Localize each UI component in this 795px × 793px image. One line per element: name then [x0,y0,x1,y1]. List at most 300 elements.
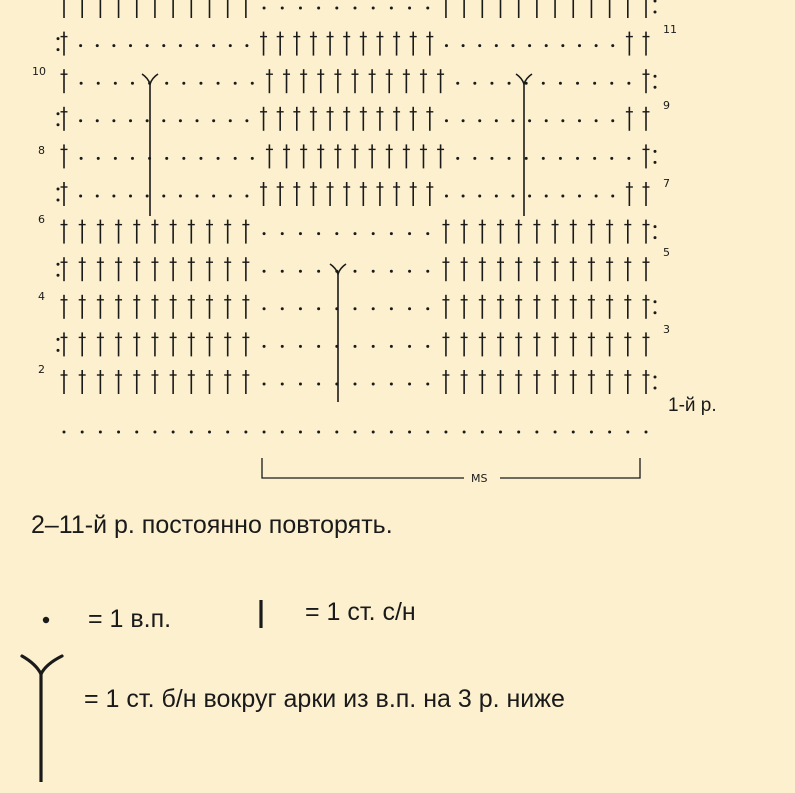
double-crochet-symbol [360,32,367,56]
double-crochet-symbol [360,182,367,206]
chain-dot [57,263,60,266]
double-crochet-symbol [61,32,68,56]
double-crochet-symbol [61,332,68,356]
double-crochet-symbol [626,32,633,56]
chain-dot [535,431,538,434]
chain-dot [153,431,156,434]
chain-dot [528,119,531,122]
chain-dot [426,270,429,273]
chain-dot [80,157,83,160]
double-crochet-symbol [151,0,158,18]
chain-dot [390,270,393,273]
chain-dot [57,349,60,352]
double-crochet-symbol [643,107,650,131]
row-label-10: 10 [32,65,46,78]
chain-dot [354,383,357,386]
chain-dot [57,188,60,191]
legend-chain-text: = 1 в.п. [88,605,172,633]
chain-dot [390,345,393,348]
chain-dot [463,431,466,434]
double-crochet-symbol [115,295,122,319]
double-crochet-symbol [188,257,195,281]
chain-dot [234,82,237,85]
row-label-4: 4 [38,290,45,303]
chain-dot [525,157,528,160]
chain-dot [117,431,120,434]
double-crochet-symbol [343,32,350,56]
chain-dot [146,119,149,122]
chain-dot [372,7,375,10]
chain-dot [281,383,284,386]
chain-dot [654,0,657,3]
chain-dot [511,195,514,198]
double-crochet-symbol [97,370,104,394]
legend-single-crochet-text: = 1 ст. б/н вокруг арки из в.п. на 3 р. ниже [84,685,565,713]
double-crochet-symbol [643,220,650,244]
double-crochet-symbol [343,107,350,131]
double-crochet-symbol [170,332,177,356]
double-crochet-symbol [533,370,540,394]
double-crochet-symbol [61,257,68,281]
double-crochet-symbol [393,182,400,206]
chain-dot [462,119,465,122]
double-crochet-symbol [497,370,504,394]
chart-symbols [57,0,657,434]
double-crochet-symbol [570,370,577,394]
chain-dot [299,307,302,310]
chain-dot [576,82,579,85]
double-crochet-symbol [133,332,140,356]
chain-dot [354,232,357,235]
chain-dot [299,431,302,434]
double-crochet-symbol [386,69,393,93]
chain-dot [390,383,393,386]
chain-dot [654,225,657,228]
double-crochet-symbol [497,220,504,244]
double-crochet-symbol [461,257,468,281]
single-crochet-arch-symbol [142,74,158,84]
double-crochet-symbol [479,295,486,319]
chain-dot [445,44,448,47]
double-crochet-symbol [426,107,433,131]
double-crochet-symbol [442,332,449,356]
double-crochet-symbol [293,182,300,206]
chain-dot [473,157,476,160]
chain-dot [372,345,375,348]
chain-dot [245,119,248,122]
chain-dot [372,232,375,235]
chain-dot [426,307,429,310]
double-crochet-symbol [624,0,631,18]
chain-dot [408,345,411,348]
legend-double-crochet-text: = 1 ст. с/н [305,598,416,626]
double-crochet-symbol [643,257,650,281]
chain-dot [408,431,411,434]
double-crochet-symbol [151,332,158,356]
double-crochet-symbol [570,257,577,281]
chain-dot [217,157,220,160]
chain-dot [611,195,614,198]
chain-dot [445,119,448,122]
chain-dot [146,195,149,198]
double-crochet-symbol [242,220,249,244]
double-crochet-symbol [497,257,504,281]
repeat-bracket [262,458,640,478]
double-crochet-symbol [426,32,433,56]
chain-dot [593,157,596,160]
chain-dot [576,157,579,160]
double-crochet-symbol [170,370,177,394]
chain-dot [578,44,581,47]
chain-dot [444,431,447,434]
double-crochet-symbol [188,370,195,394]
chain-dot [654,11,657,14]
chain-dot [626,431,629,434]
double-crochet-symbol [293,32,300,56]
double-crochet-symbol [170,257,177,281]
chain-dot [79,195,82,198]
double-crochet-symbol [206,332,213,356]
double-crochet-symbol [97,257,104,281]
chain-dot [595,119,598,122]
double-crochet-symbol [61,144,68,168]
chain-dot [299,270,302,273]
chain-dot [251,82,254,85]
double-crochet-symbol [588,370,595,394]
double-crochet-symbol [497,295,504,319]
double-crochet-symbol [170,295,177,319]
double-crochet-symbol [533,220,540,244]
double-crochet-symbol [624,295,631,319]
chain-dot [561,119,564,122]
instruction-text: 2–11-й р. постоянно повторять. [31,511,393,539]
double-crochet-symbol [224,0,231,18]
double-crochet-symbol [224,220,231,244]
double-crochet-symbol [133,295,140,319]
chain-dot [263,270,266,273]
double-crochet-symbol [188,0,195,18]
chain-dot [495,195,498,198]
double-crochet-symbol [515,257,522,281]
chain-dot [495,44,498,47]
double-crochet-symbol [61,295,68,319]
double-crochet-symbol [437,144,444,168]
chain-dot [593,82,596,85]
double-crochet-symbol [151,220,158,244]
double-crochet-symbol [242,370,249,394]
double-crochet-symbol [310,182,317,206]
chain-dot [478,195,481,198]
chain-dot [57,199,60,202]
chain-dot [80,82,83,85]
double-crochet-symbol [403,69,410,93]
double-crochet-symbol [61,220,68,244]
chain-dot [408,383,411,386]
chain-dot [97,157,100,160]
double-crochet-symbol [61,0,68,18]
chain-dot [611,119,614,122]
double-crochet-symbol [79,332,86,356]
chain-dot [229,195,232,198]
chain-dot [317,270,320,273]
double-crochet-symbol [552,370,559,394]
chain-dot [372,383,375,386]
double-crochet-symbol [442,257,449,281]
double-crochet-symbol [588,295,595,319]
chain-dot [226,431,229,434]
double-crochet-symbol [533,332,540,356]
chain-dot [445,195,448,198]
double-crochet-symbol [260,107,267,131]
chain-dot [165,82,168,85]
double-crochet-symbol [334,69,341,93]
double-crochet-symbol [242,295,249,319]
chain-dot [129,44,132,47]
chain-dot [57,112,60,115]
double-crochet-symbol [420,144,427,168]
double-crochet-symbol [133,220,140,244]
double-crochet-symbol [266,144,273,168]
double-crochet-symbol [170,220,177,244]
chain-dot [654,161,657,164]
chain-dot [478,119,481,122]
chain-dot [372,307,375,310]
double-crochet-symbol [410,182,417,206]
double-crochet-symbol [606,0,613,18]
double-crochet-symbol [643,332,650,356]
chain-dot [179,195,182,198]
double-crochet-symbol [224,370,231,394]
double-crochet-symbol [206,220,213,244]
double-crochet-symbol [300,144,307,168]
double-crochet-symbol [570,332,577,356]
double-crochet-symbol [643,0,650,18]
double-crochet-symbol [317,144,324,168]
double-crochet-symbol [552,295,559,319]
double-crochet-symbol [310,107,317,131]
double-crochet-symbol [283,69,290,93]
chain-dot [390,307,393,310]
double-crochet-symbol [115,370,122,394]
chain-dot [182,82,185,85]
chain-dot [490,157,493,160]
chain-dot [508,82,511,85]
double-crochet-symbol [188,220,195,244]
chain-dot [234,157,237,160]
double-crochet-symbol [242,0,249,18]
chain-dot [112,119,115,122]
chain-dot [354,307,357,310]
chain-dot [196,44,199,47]
double-crochet-symbol [437,69,444,93]
chain-dot [456,157,459,160]
chain-dot [578,195,581,198]
double-crochet-symbol [170,0,177,18]
chain-dot [545,195,548,198]
double-crochet-symbol [327,107,334,131]
chain-dot [212,44,215,47]
double-crochet-symbol [643,144,650,168]
chain-dot [57,338,60,341]
single-crochet-arch-symbol [330,264,346,274]
double-crochet-symbol [79,220,86,244]
chain-dot [190,431,193,434]
double-crochet-symbol [115,220,122,244]
chain-dot [654,300,657,303]
chain-dot [390,7,393,10]
chain-dot [335,7,338,10]
chain-dot [299,232,302,235]
chain-dot [528,44,531,47]
double-crochet-symbol [479,220,486,244]
double-crochet-symbol [479,370,486,394]
chain-dot [545,119,548,122]
double-crochet-symbol [515,220,522,244]
double-crochet-symbol [79,370,86,394]
single-crochet-arch-symbol [516,74,532,84]
chain-dot [96,119,99,122]
chain-dot [654,387,657,390]
double-crochet-symbol [624,220,631,244]
double-crochet-symbol [224,295,231,319]
double-crochet-symbol [461,332,468,356]
chain-dot [610,157,613,160]
double-crochet-symbol [442,220,449,244]
chain-dot [517,431,520,434]
chain-dot [263,7,266,10]
chain-dot [654,311,657,314]
double-crochet-symbol [61,107,68,131]
chain-dot [335,431,338,434]
double-crochet-symbol [552,332,559,356]
double-crochet-symbol [242,257,249,281]
chain-dot [408,7,411,10]
chain-dot [131,157,134,160]
double-crochet-symbol [376,107,383,131]
chain-dot [199,82,202,85]
chain-dot [408,232,411,235]
chain-dot [96,44,99,47]
chain-dot [79,44,82,47]
chain-dot [96,195,99,198]
chain-dot [426,345,429,348]
chain-dot [426,7,429,10]
double-crochet-symbol [442,0,449,18]
double-crochet-symbol [97,332,104,356]
double-crochet-symbol [626,107,633,131]
row-label-6: 6 [38,213,45,226]
double-crochet-symbol [79,295,86,319]
chain-dot [129,119,132,122]
chain-dot [654,150,657,153]
chain-dot [542,157,545,160]
double-crochet-symbol [293,107,300,131]
double-crochet-symbol [376,182,383,206]
double-crochet-symbol [643,182,650,206]
chain-dot [426,383,429,386]
chain-dot [81,431,84,434]
row-label-11: 11 [663,23,677,36]
double-crochet-symbol [497,0,504,18]
chain-dot [511,119,514,122]
double-crochet-symbol [588,0,595,18]
double-crochet-symbol [343,182,350,206]
chain-dot [146,44,149,47]
chain-dot [426,232,429,235]
row-label-9: 9 [663,99,670,112]
double-crochet-symbol [151,370,158,394]
double-crochet-symbol [479,257,486,281]
double-crochet-symbol [360,107,367,131]
chain-dot [462,195,465,198]
chain-dot [572,431,575,434]
chain-dot [79,119,82,122]
chain-dot [627,82,630,85]
chain-dot [97,82,100,85]
chain-dot [281,307,284,310]
double-crochet-symbol [61,69,68,93]
double-crochet-symbol [606,295,613,319]
double-crochet-symbol [570,220,577,244]
chain-dot [281,270,284,273]
double-crochet-symbol [497,332,504,356]
chain-dot [165,157,168,160]
chain-dot [561,195,564,198]
double-crochet-symbol [606,370,613,394]
chain-dot [654,86,657,89]
row-label-5: 5 [663,246,670,259]
chain-dot [545,44,548,47]
double-crochet-symbol [277,182,284,206]
double-crochet-symbol [461,0,468,18]
chain-dot [542,82,545,85]
double-crochet-symbol [624,332,631,356]
chain-dot [608,431,611,434]
chain-dot [114,82,117,85]
chain-dot [654,75,657,78]
double-crochet-symbol [533,257,540,281]
double-crochet-symbol [393,32,400,56]
chain-dot [354,345,357,348]
row-label-2: 2 [38,363,45,376]
chain-dot [263,383,266,386]
chain-dot [426,431,429,434]
double-crochet-symbol [224,257,231,281]
chain-dot [317,431,320,434]
double-crochet-symbol [188,295,195,319]
repeat-label: MS [471,472,488,485]
chain-dot [390,232,393,235]
chain-dot [495,119,498,122]
row-label-7: 7 [663,177,670,190]
double-crochet-symbol [479,332,486,356]
chain-dot [317,7,320,10]
double-crochet-symbol [442,370,449,394]
double-crochet-symbol [552,220,559,244]
double-crochet-symbol [570,295,577,319]
double-crochet-symbol [643,370,650,394]
chain-dot [317,383,320,386]
double-crochet-symbol [376,32,383,56]
chain-dot [299,345,302,348]
double-crochet-symbol [61,182,68,206]
double-crochet-symbol [624,257,631,281]
double-crochet-symbol [327,32,334,56]
chain-dot [462,44,465,47]
chain-dot [610,82,613,85]
double-crochet-symbol [260,32,267,56]
double-crochet-symbol [606,257,613,281]
